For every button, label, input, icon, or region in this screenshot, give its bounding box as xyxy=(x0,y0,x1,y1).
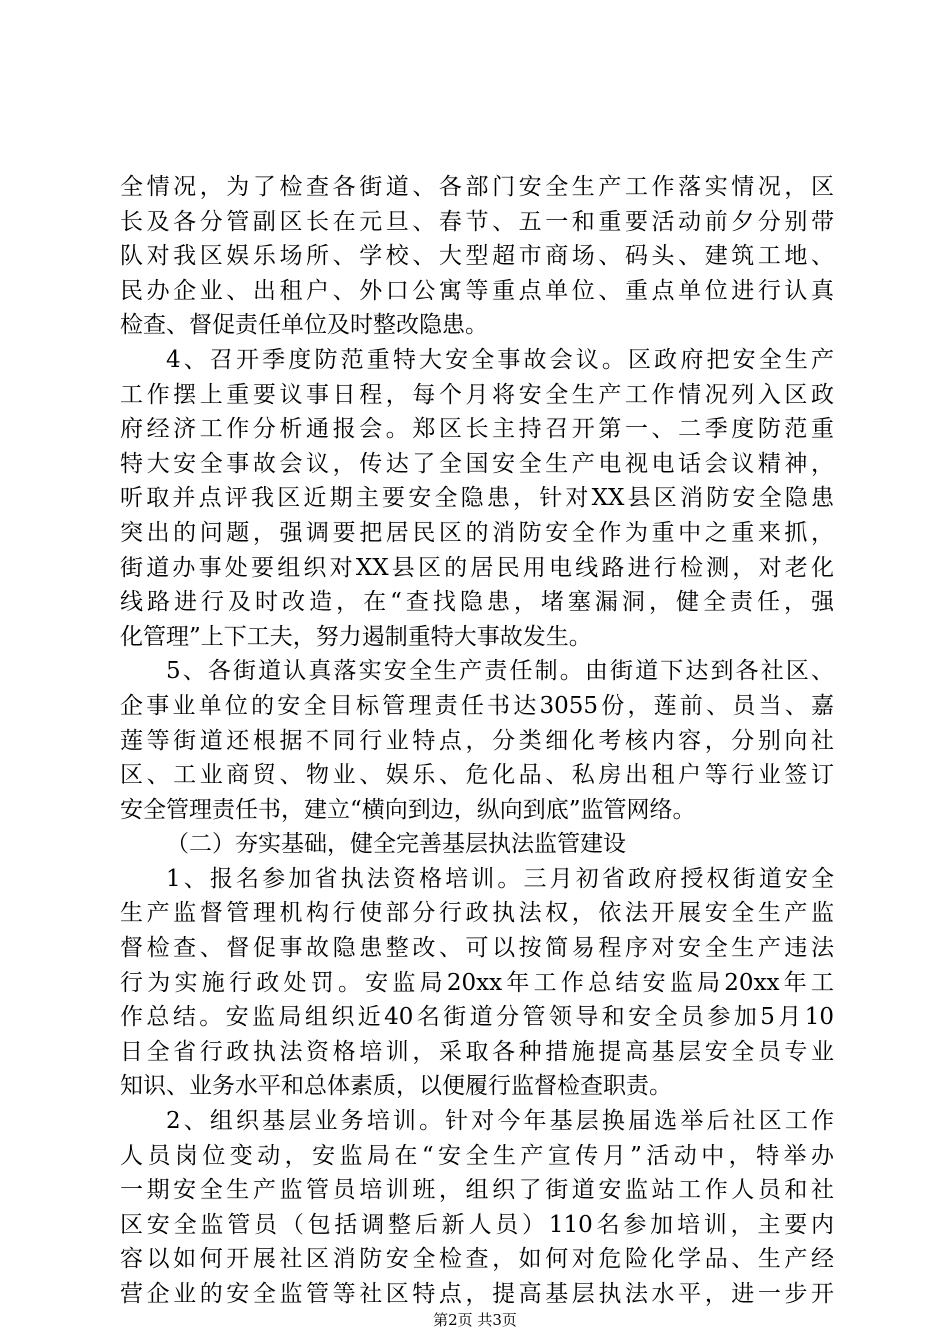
text-line: 队对我区娱乐场所、学校、大型超市商场、码头、建筑工地、 xyxy=(120,243,834,270)
text-line: 特大安全事故会议，传达了全国安全生产电视电话会议精神， xyxy=(120,450,834,477)
text-line: 街道办事处要组织对XX县区的居民用电线路进行检测，对老化 xyxy=(120,554,834,581)
text-line: 容以如何开展社区消防安全检查，如何对危险化学品、生产经 xyxy=(120,1246,834,1273)
text-line: 1、报名参加省执法资格培训。三月初省政府授权街道安全 xyxy=(166,865,834,892)
text-line: 听取并点评我区近期主要安全隐患，针对XX县区消防安全隐患 xyxy=(120,485,834,512)
text-line: 全情况，为了检查各街道、各部门安全生产工作落实情况，区 xyxy=(120,174,834,200)
text-line: 安全管理责任书，建立“横向到边，纵向到底”监管网络。 xyxy=(120,796,696,823)
text-line: 知识、业务水平和总体素质，以便履行监督检查职责。 xyxy=(120,1073,672,1100)
text-line: 日全省行政执法资格培训，采取各种措施提高基层安全员专业 xyxy=(120,1038,834,1065)
text-line: 企事业单位的安全目标管理责任书达3055份，莲前、员当、嘉 xyxy=(120,692,834,719)
text-line: 2、组织基层业务培训。针对今年基层换届选举后社区工作 xyxy=(166,1108,834,1135)
text-line: 行为实施行政处罚。安监局20xx年工作总结安监局20xx年工 xyxy=(120,969,834,996)
text-line: 莲等街道还根据不同行业特点，分类细化考核内容，分别向社 xyxy=(120,727,834,754)
text-line: 区、工业商贸、物业、娱乐、危化品、私房出租户等行业签订 xyxy=(120,762,834,789)
text-line: 化管理”上下工夫，努力遏制重特大事故发生。 xyxy=(120,623,592,650)
text-line: 督检查、督促事故隐患整改、可以按简易程序对安全生产违法 xyxy=(120,935,834,962)
text-line: 作总结。安监局组织近40名街道分管领导和安全员参加5月10 xyxy=(120,1004,834,1031)
text-line: 人员岗位变动，安监局在“安全生产宣传月”活动中，特举办 xyxy=(120,1142,834,1169)
text-line: 4、召开季度防范重特大安全事故会议。区政府把安全生产 xyxy=(166,346,834,373)
text-line: 营企业的安全监管等社区特点，提高基层执法水平，进一步开 xyxy=(120,1281,834,1307)
text-line: 府经济工作分析通报会。郑区长主持召开第一、二季度防范重 xyxy=(120,416,834,443)
text-line: 民办企业、出租户、外口公寓等重点单位、重点单位进行认真 xyxy=(120,277,834,304)
text-line: 检查、督促责任单位及时整改隐患。 xyxy=(120,312,488,339)
text-line: 突出的问题，强调要把居民区的消防安全作为重中之重来抓， xyxy=(120,519,834,546)
text-line: 长及各分管副区长在元旦、春节、五一和重要活动前夕分别带 xyxy=(120,208,834,235)
page-footer: 第2页 共3页 xyxy=(433,1311,517,1329)
text-line: 工作摆上重要议事日程，每个月将安全生产工作情况列入区政 xyxy=(120,381,834,408)
text-line: 5、各街道认真落实安全生产责任制。由街道下达到各社区、 xyxy=(166,658,834,685)
document-body xyxy=(120,170,834,1312)
text-line: 一期安全生产监管员培训班，组织了街道安监站工作人员和社 xyxy=(120,1177,834,1204)
section-heading: （二）夯实基础，健全完善基层执法监管建设 xyxy=(166,831,626,858)
text-line: 区安全监管员（包括调整后新人员）110名参加培训，主要内 xyxy=(120,1211,834,1238)
text-line: 线路进行及时改造，在“查找隐患，堵塞漏洞，健全责任，强 xyxy=(120,589,834,616)
text-line: 生产监督管理机构行使部分行政执法权，依法开展安全生产监 xyxy=(120,900,834,927)
